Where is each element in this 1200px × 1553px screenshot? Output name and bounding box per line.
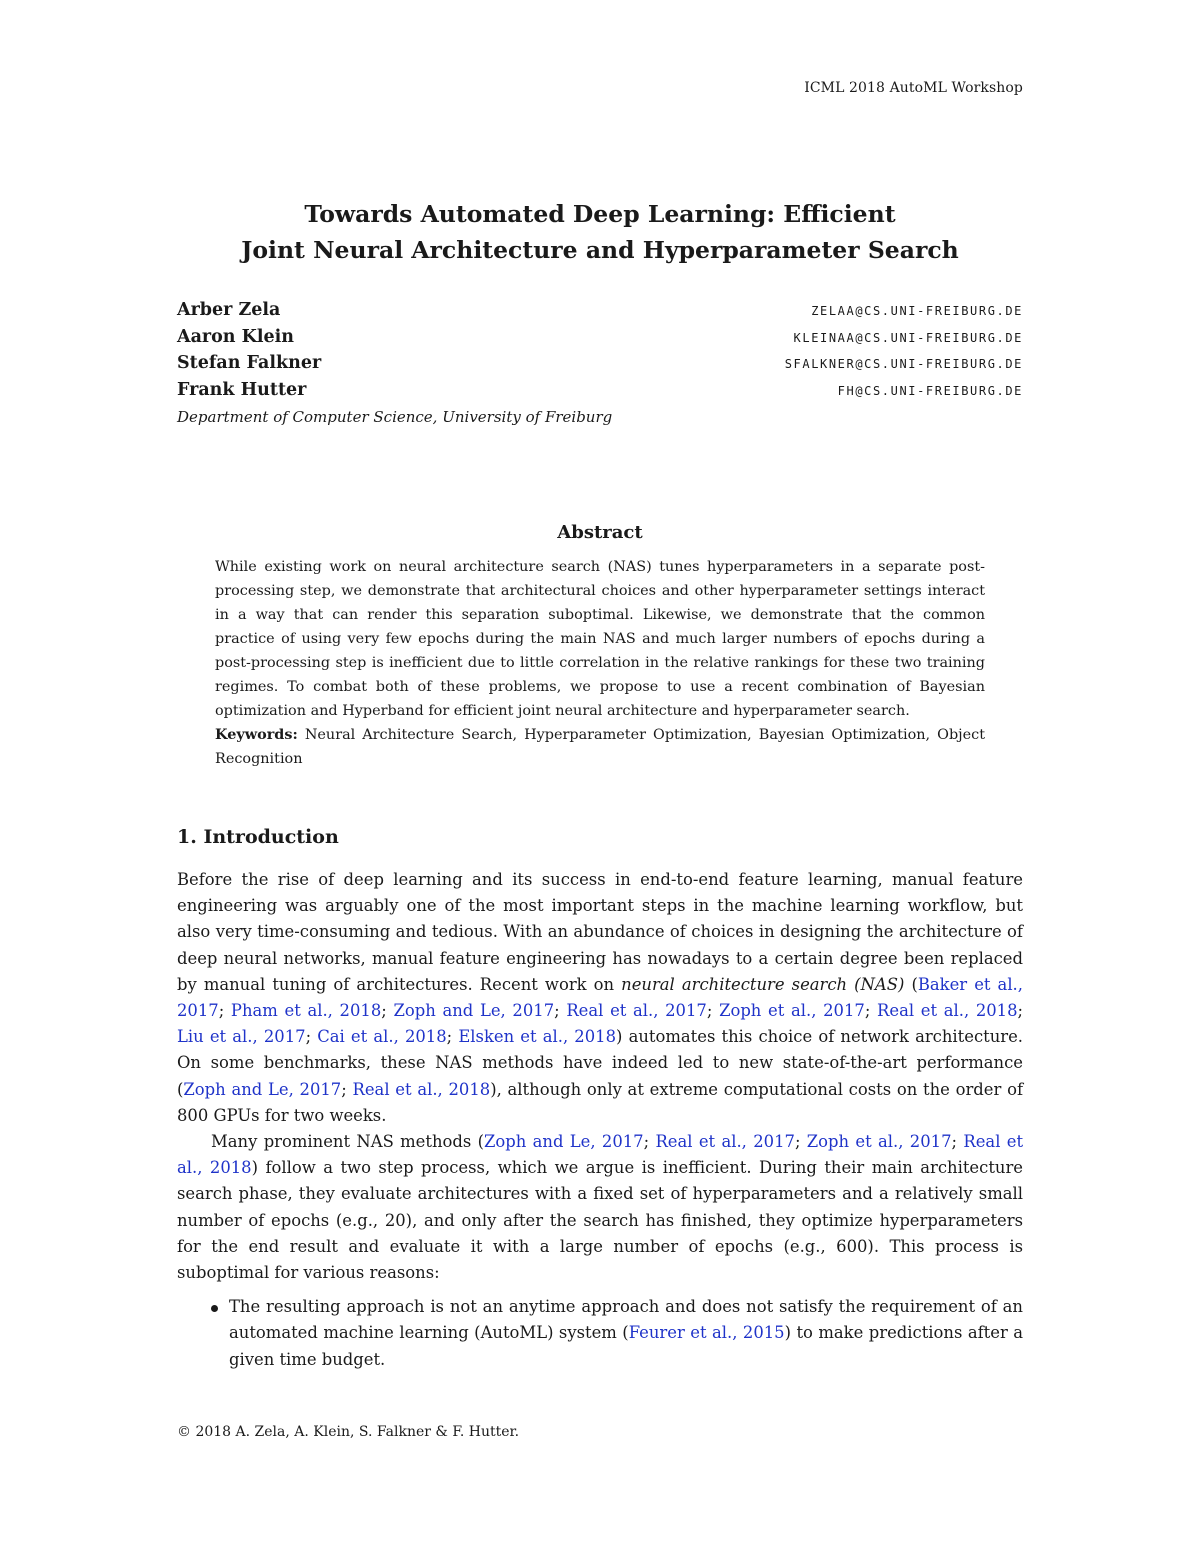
citation-link[interactable]: Real et al., 2018 bbox=[177, 1132, 1024, 1178]
title-line-1: Towards Automated Deep Learning: Efficient bbox=[304, 200, 896, 228]
author-row bbox=[177, 327, 1023, 354]
keywords-text: Neural Architecture Search, Hyperparameter Optimization, Bayesian Optimization, Object Recognition bbox=[215, 727, 985, 767]
emphasis-text: neural architecture search (NAS) bbox=[621, 974, 905, 994]
citation-link[interactable]: Zoph et al., 2017 bbox=[719, 1001, 865, 1021]
venue-header: ICML 2018 AutoML Workshop bbox=[804, 80, 1023, 96]
bullet-list bbox=[177, 1294, 1023, 1373]
paper-title bbox=[0, 196, 1200, 268]
citation-link[interactable]: Liu et al., 2017 bbox=[177, 1027, 306, 1047]
abstract-text: While existing work on neural architecture search (NAS) tunes hyperparameters in a separate post-processing step, we demonstrate that architectural choices and other hyperparameter settings interact in a way that can render this separation suboptimal. Likewise, we demonstrate that the common practice of using very few epochs during the main NAS and much larger numbers of epochs during a post-processing step is inefficient due to little correlation in the relative rankings for these two training regimes. To combat both of these problems, we propose to use a recent combination of Bayesian optimization and Hyperband for efficient joint neural architecture and hyperparameter search. bbox=[215, 559, 985, 719]
text-run: ) to make predictions after a given time budget. bbox=[229, 1323, 1024, 1369]
author-row bbox=[177, 380, 1023, 407]
bullet-item bbox=[177, 1294, 1023, 1373]
citation-link[interactable]: Baker et al., 2017 bbox=[177, 974, 1023, 1021]
text-run: ; bbox=[305, 1027, 318, 1047]
author-name: Frank Hutter bbox=[177, 379, 307, 400]
keywords-line bbox=[215, 723, 985, 771]
citation-link[interactable]: Elsken et al., 2018 bbox=[458, 1027, 617, 1047]
text-run: ; bbox=[218, 1001, 231, 1021]
text-run: Before the rise of deep learning and its success in end-to-end feature learning, manual feature engineering was arguably one of the most important steps in the machine learning workflow, but also very time-consuming and tedious. With an abundance of choices in designing the architecture of deep neural networks, manual feature engineering has nowadays to a certain degree been replaced by manual tuning of architectures. Recent work on bbox=[177, 870, 1023, 994]
text-run: ; bbox=[864, 1001, 878, 1021]
author-block bbox=[177, 300, 1023, 426]
keywords-label: Keywords: bbox=[215, 726, 298, 743]
affiliation: Department of Computer Science, University of Freiburg bbox=[177, 408, 613, 426]
text-run: ) automates this choice of network architecture. On some benchmarks, these NAS methods have indeed led to new state-of-the-art performance ( bbox=[177, 1027, 1024, 1099]
text-run: ) follow a two step process, which we argue is inefficient. During their main architecture search phase, they evaluate architectures with a fixed set of hyperparameters and a relatively small number of epochs (e.g., 20), and only after the search has finished, they optimize hyperparameters for the end result and evaluate it with a large number of epochs (e.g., 600). This process is suboptimal for various reasons: bbox=[177, 1158, 1023, 1283]
text-run: ; bbox=[706, 1001, 720, 1021]
text-run: ; bbox=[643, 1132, 656, 1152]
citation-link[interactable]: Real et al., 2018 bbox=[352, 1079, 491, 1099]
citation-link[interactable]: Zoph et al., 2017 bbox=[806, 1132, 952, 1152]
paragraph bbox=[177, 1129, 1023, 1286]
citation-link[interactable]: Pham et al., 2018 bbox=[230, 1001, 382, 1021]
citation-link[interactable]: Zoph and Le, 2017 bbox=[183, 1079, 342, 1099]
author-row bbox=[177, 300, 1023, 327]
author-name: Arber Zela bbox=[177, 300, 281, 320]
text-run: Many prominent NAS methods ( bbox=[211, 1132, 484, 1152]
author-email[interactable]: ZELAA@CS.UNI-FREIBURG.DE bbox=[811, 304, 1023, 318]
citation-link[interactable]: Feurer et al., 2015 bbox=[628, 1323, 785, 1343]
abstract-heading: Abstract bbox=[557, 522, 643, 543]
citation-link[interactable]: Zoph and Le, 2017 bbox=[484, 1132, 644, 1152]
citation-link[interactable]: Real et al., 2017 bbox=[655, 1132, 795, 1152]
author-name: Stefan Falkner bbox=[177, 353, 322, 373]
abstract-body bbox=[215, 555, 985, 771]
paragraph bbox=[177, 867, 1023, 1129]
text-run: ( bbox=[904, 974, 918, 994]
text-run: ; bbox=[341, 1079, 353, 1099]
title-line-2: Joint Neural Architecture and Hyperparameter Search bbox=[241, 236, 959, 264]
citation-link[interactable]: Cai et al., 2018 bbox=[317, 1027, 447, 1047]
author-email[interactable]: SFALKNER@CS.UNI-FREIBURG.DE bbox=[784, 357, 1023, 371]
text-run: ; bbox=[794, 1132, 807, 1152]
introduction-body bbox=[177, 867, 1023, 1373]
author-name: Aaron Klein bbox=[177, 326, 294, 347]
citation-link[interactable]: Real et al., 2017 bbox=[566, 1001, 707, 1021]
author-email[interactable]: FH@CS.UNI-FREIBURG.DE bbox=[837, 383, 1023, 398]
text-run: ; bbox=[1017, 1001, 1024, 1021]
text-run: ; bbox=[554, 1001, 567, 1021]
author-email[interactable]: KLEINAA@CS.UNI-FREIBURG.DE bbox=[793, 330, 1023, 345]
bullet-dot-icon bbox=[211, 1305, 218, 1312]
section-heading-introduction: 1. Introduction bbox=[177, 826, 339, 848]
author-row bbox=[177, 353, 1023, 380]
bullet-text bbox=[229, 1297, 1023, 1368]
text-run: ; bbox=[951, 1132, 964, 1152]
text-run: ; bbox=[381, 1001, 394, 1021]
text-run: The resulting approach is not an anytime approach and does not satisfy the requirement of an automated machine learning (AutoML) system ( bbox=[229, 1297, 1023, 1343]
citation-link[interactable]: Real et al., 2018 bbox=[877, 1001, 1018, 1021]
text-run: ; bbox=[446, 1027, 459, 1047]
citation-link[interactable]: Zoph and Le, 2017 bbox=[393, 1001, 555, 1021]
text-run: ), although only at extreme computational costs on the order of 800 GPUs for two weeks. bbox=[177, 1079, 1024, 1125]
copyright-footnote: © 2018 A. Zela, A. Klein, S. Falkner & F. Hutter. bbox=[177, 1424, 520, 1440]
